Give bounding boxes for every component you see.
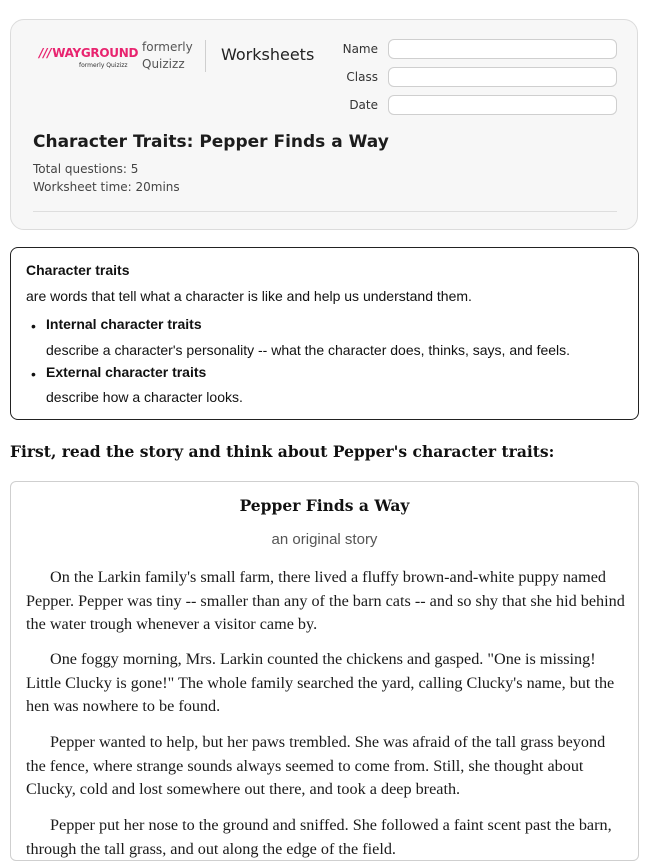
worksheets-label: Worksheets <box>221 45 315 64</box>
reading-instruction: First, read the story and think about Pepper's character traits: <box>10 442 555 461</box>
external-traits-desc: describe how a character looks. <box>46 389 243 405</box>
story-title: Pepper Finds a Way <box>239 496 410 515</box>
definition-box <box>10 247 639 420</box>
worksheet-title: Character Traits: Pepper Finds a Way <box>33 132 389 152</box>
wayground-logo: ///WAYGROUND formerly Quizizz <box>39 46 139 69</box>
story-paragraph: Pepper wanted to help, but her paws trembled. She was afraid of the tall grass beyond the fence, where strange sounds always seemed to come from. Still, she thought about Clucky, cold and lost somewhere out there, and took a deep breath. <box>26 733 606 798</box>
story-paragraph: One foggy morning, Mrs. Larkin counted the chickens and gasped. "One is missing! Little Clucky is gone!" The whole family searched the yard, calling Clucky's name, but the hen was nowhere to be found. <box>26 650 615 715</box>
internal-traits-desc: describe a character's personality -- what the character does, thinks, says, and feels. <box>46 342 571 358</box>
bullet-dot: • <box>31 318 36 334</box>
worksheet-header-card <box>10 19 638 230</box>
name-field[interactable] <box>388 39 617 59</box>
definition-title: Character traits <box>26 262 130 278</box>
story-passage <box>10 481 639 861</box>
date-field[interactable] <box>388 95 617 115</box>
date-label: Date <box>349 98 378 112</box>
bullet-dot: • <box>31 366 36 382</box>
header-separator <box>33 211 617 212</box>
header-divider <box>205 40 206 72</box>
story-subtitle: an original story <box>271 531 378 548</box>
external-traits-title: External character traits <box>46 364 207 380</box>
name-label: Name <box>342 42 378 56</box>
formerly-quizizz-text: formerly Quizizz <box>142 40 193 71</box>
total-questions: Total questions: 5 <box>33 162 139 176</box>
story-paragraph: On the Larkin family's small farm, there lived a fluffy brown-and-white puppy named Pepper. Pepper was tiny -- smaller than any of the barn cats -- and so shy that she hid behind the water trough whenever a visitor came by. <box>26 568 625 633</box>
class-field[interactable] <box>388 67 617 87</box>
internal-traits-title: Internal character traits <box>46 316 202 332</box>
definition-text: are words that tell what a character is like and help us understand them. <box>26 288 472 304</box>
story-paragraph: Pepper put her nose to the ground and sniffed. She followed a faint scent past the barn, through the tall grass, and out along the edge of the field. <box>26 816 612 858</box>
worksheet-time: Worksheet time: 20mins <box>33 180 180 194</box>
class-label: Class <box>346 70 378 84</box>
